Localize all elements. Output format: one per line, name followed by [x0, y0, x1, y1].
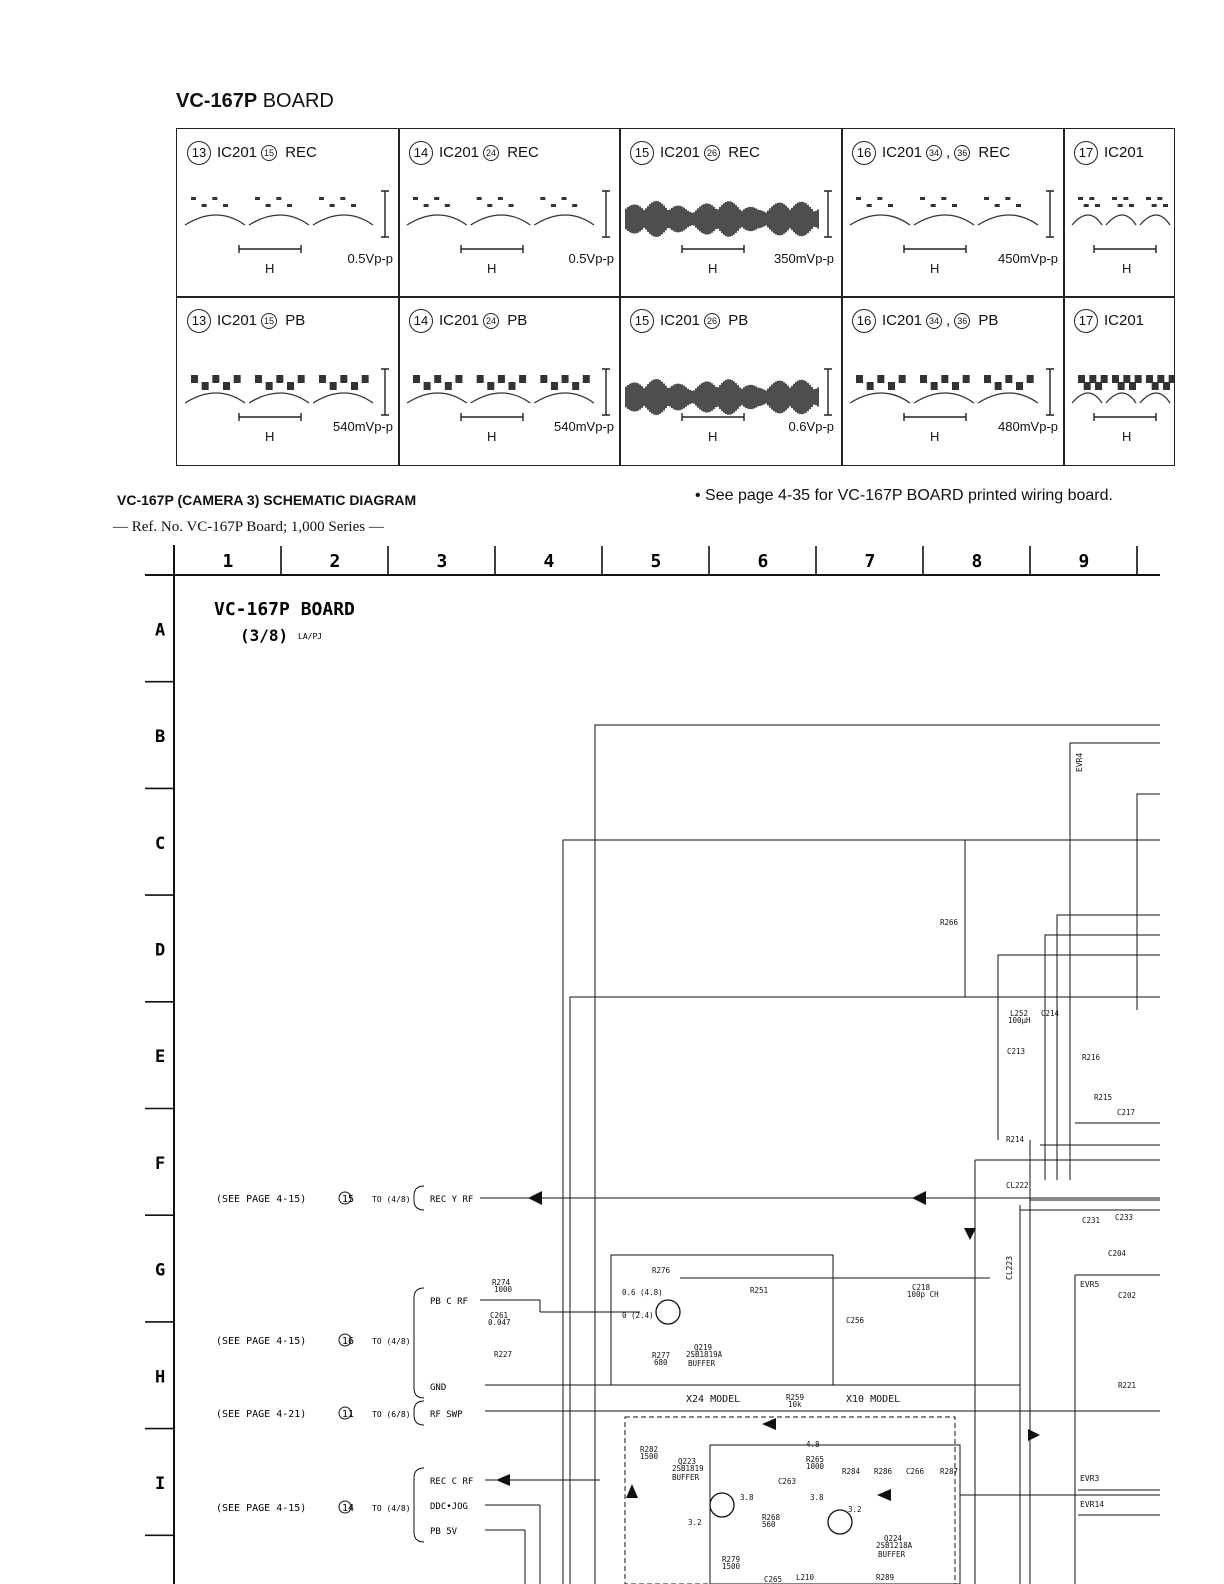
waveform-pin: 24 [483, 145, 499, 161]
label-r221: R221 [1118, 1381, 1137, 1390]
column-label: 4 [543, 551, 555, 572]
waveform-trace [842, 297, 1064, 465]
waveform-cell-rec-13 [176, 128, 400, 298]
signal-label: RF SWP [430, 1410, 463, 1420]
waveform-pin: 34 [926, 145, 942, 161]
waveform-pin2: 36 [954, 313, 970, 329]
waveform-amplitude: 0.6Vp-p [788, 419, 834, 434]
test-point-number: 15 [630, 309, 654, 333]
label-r274: R274 [492, 1278, 511, 1287]
voltage-q219-e: 0 (2.4) [622, 1311, 654, 1320]
label-evr14: EVR14 [1080, 1500, 1105, 1509]
label-r284: R284 [842, 1467, 861, 1476]
row-label: E [155, 1047, 166, 1068]
test-point-number: 16 [852, 141, 876, 165]
waveform-mode: PB [728, 311, 749, 329]
voltage-q223-e: 3.8 [740, 1493, 754, 1502]
test-point-number: 17 [1074, 309, 1098, 333]
label-evr4: EVR4 [1075, 752, 1084, 772]
waveform-ic: IC201 [217, 311, 258, 329]
waveform-ic: IC201 [1104, 143, 1145, 161]
label-r279: R279 [722, 1555, 741, 1564]
label-c261-value: 0.047 [488, 1318, 511, 1327]
test-point-number: 16 [852, 309, 876, 333]
label-r216: R216 [1082, 1053, 1101, 1062]
waveform-trace [620, 129, 842, 297]
waveform-amplitude: 0.5Vp-p [568, 251, 614, 266]
waveform-trace [177, 129, 399, 297]
waveform-trace [177, 297, 399, 465]
row-label: F [155, 1153, 166, 1174]
label-q224: Q224 [884, 1534, 903, 1543]
label-q223: Q223 [678, 1457, 697, 1466]
schematic-diagram [0, 540, 1224, 1584]
waveform-cell-pb-17 [1063, 296, 1175, 466]
label-c217: C217 [1117, 1108, 1136, 1117]
waveform-cell-rec-17 [1063, 128, 1175, 298]
label-q224-buffer: BUFFER [878, 1550, 906, 1559]
waveform-label: 16 IC201 34 , 36 PB [852, 309, 998, 333]
waveform-cell-pb-15 [619, 296, 843, 466]
label-cl223: CL223 [1005, 1255, 1014, 1280]
label-c218: C218 [912, 1283, 931, 1292]
waveform-amplitude: 480mVp-p [998, 419, 1058, 434]
waveform-h-label: H [487, 261, 497, 276]
label-r276: R276 [652, 1266, 671, 1275]
voltage-q219-b: 0.6 (4.8) [622, 1288, 663, 1297]
waveform-trace [1064, 129, 1174, 297]
waveform-mode: REC [728, 143, 760, 161]
waveform-ic: IC201 [1104, 311, 1145, 329]
waveform-mode: REC [507, 143, 539, 161]
voltage-q224-b: 3.2 [848, 1505, 862, 1514]
waveform-h-label: H [930, 261, 940, 276]
waveform-amplitude: 0.5Vp-p [347, 251, 393, 266]
schematic-note: • See page 4-35 for VC-167P BOARD printed wiring board. [695, 487, 1113, 504]
column-label: 1 [222, 551, 234, 572]
board-label: VC-167P BOARD [214, 599, 355, 620]
schematic-title: VC-167P (CAMERA 3) SCHEMATIC DIAGRAM [117, 492, 417, 508]
label-r266: R266 [940, 918, 959, 927]
waveform-ic: IC201 [439, 311, 480, 329]
label-r277: R277 [652, 1351, 671, 1360]
label-r268: R268 [762, 1513, 781, 1522]
label-cl222: CL222 [1006, 1181, 1029, 1190]
label-q219-value: 2SB1819A [686, 1350, 723, 1359]
column-label: 8 [971, 551, 983, 572]
column-label: 3 [436, 551, 448, 572]
waveform-trace [1064, 297, 1174, 465]
signal-label: GND [430, 1383, 447, 1393]
waveform-cell-rec-15 [619, 128, 843, 298]
signal-label: REC C RF [430, 1477, 474, 1487]
label-c233: C233 [1115, 1213, 1134, 1222]
waveform-h-label: H [930, 429, 940, 444]
waveform-pin: 34 [926, 313, 942, 329]
label-q224-value: 2SB1218A [876, 1541, 913, 1550]
waveform-label: 16 IC201 34 , 36 REC [852, 141, 1010, 165]
label-r265: R265 [806, 1455, 825, 1464]
waveform-pin2: 36 [954, 145, 970, 161]
label-r286: R286 [874, 1467, 893, 1476]
waveform-cell-rec-14 [398, 128, 621, 298]
label-c202: C202 [1118, 1291, 1137, 1300]
label-r251: R251 [750, 1286, 769, 1295]
reference-number: 16 [342, 1336, 355, 1347]
column-label: 7 [864, 551, 876, 572]
label-r214: R214 [1006, 1135, 1025, 1144]
board-sub: (3/8) [240, 626, 289, 645]
see-page-reference: (SEE PAGE 4-15) [216, 1336, 307, 1347]
label-x24-model: X24 MODEL [686, 1394, 741, 1405]
waveform-ic: IC201 [217, 143, 258, 161]
waveform-amplitude: 350mVp-p [774, 251, 834, 266]
label-r268-value: 560 [762, 1520, 776, 1529]
label-x10-model: X10 MODEL [846, 1394, 901, 1405]
label-c214: C214 [1041, 1009, 1060, 1018]
test-point-number: 14 [409, 309, 433, 333]
waveform-h-label: H [487, 429, 497, 444]
label-r289: R289 [876, 1573, 895, 1582]
label-r227: R227 [494, 1350, 513, 1359]
label-r265-value: 1000 [806, 1462, 825, 1471]
label-r287: R287 [940, 1467, 959, 1476]
label-l252-value: 100µH [1008, 1016, 1031, 1025]
waveform-trace [399, 129, 620, 297]
column-label: 2 [329, 551, 341, 572]
waveform-table [176, 128, 1160, 464]
to-board-reference: TO (4/8) [372, 1504, 411, 1513]
waveform-trace [620, 297, 842, 465]
waveform-h-label: H [1122, 261, 1132, 276]
label-r259: R259 [786, 1393, 805, 1402]
reference-number: 11 [342, 1409, 355, 1420]
label-l252: L252 [1010, 1009, 1029, 1018]
waveform-pin: 24 [483, 313, 499, 329]
voltage-q224-e: 3.8 [810, 1493, 824, 1502]
to-board-reference: TO (4/8) [372, 1337, 411, 1346]
reference-number: 15 [342, 1194, 355, 1205]
waveform-h-label: H [708, 261, 718, 276]
waveform-pin: 15 [261, 145, 277, 161]
label-evr3: EVR3 [1080, 1474, 1100, 1483]
waveform-h-label: H [265, 429, 275, 444]
test-point-number: 14 [409, 141, 433, 165]
see-page-reference: (SEE PAGE 4-15) [216, 1194, 307, 1205]
label-c261: C261 [490, 1311, 509, 1320]
test-point-number: 13 [187, 309, 211, 333]
label-r215: R215 [1094, 1093, 1113, 1102]
label-c266: C266 [906, 1467, 925, 1476]
label-c265: C265 [764, 1575, 783, 1584]
waveform-cell-pb-16 [841, 296, 1065, 466]
label-c231: C231 [1082, 1216, 1101, 1225]
see-page-reference: (SEE PAGE 4-21) [216, 1409, 307, 1420]
test-point-number: 15 [630, 141, 654, 165]
signal-label: PB 5V [430, 1527, 458, 1537]
label-r282-value: 1500 [640, 1452, 659, 1461]
label-q223-value: 2SB1819 [672, 1464, 704, 1473]
schematic-ref: — Ref. No. VC-167P Board; 1,000 Series — [113, 519, 384, 535]
waveform-amplitude: 450mVp-p [998, 251, 1058, 266]
label-r277-value: 680 [654, 1358, 668, 1367]
label-q223-buffer: BUFFER [672, 1473, 700, 1482]
waveform-amplitude: 540mVp-p [554, 419, 614, 434]
row-label: D [155, 940, 166, 961]
waveform-mode: REC [978, 143, 1011, 161]
board-title: VC-167P BOARD [176, 90, 334, 112]
waveform-ic: IC201 [660, 143, 701, 161]
row-label: I [155, 1473, 166, 1494]
waveform-h-label: H [708, 429, 718, 444]
row-label: B [155, 727, 166, 748]
waveform-mode: PB [285, 311, 306, 329]
column-label: 6 [757, 551, 769, 572]
test-point-number: 17 [1074, 141, 1098, 165]
row-label: H [155, 1367, 166, 1388]
waveform-mode: REC [285, 143, 317, 161]
waveform-ic: IC201 [439, 143, 480, 161]
label-r259-value: 10k [788, 1400, 802, 1409]
waveform-pin: 26 [704, 313, 720, 329]
row-label: C [155, 833, 166, 854]
label-c218-value: 100p CH [907, 1290, 939, 1299]
waveform-pin: 26 [704, 145, 720, 161]
waveform-h-label: H [1122, 429, 1132, 444]
label-r282: R282 [640, 1445, 659, 1454]
label-r274-value: 1000 [494, 1285, 513, 1294]
to-board-reference: TO (4/8) [372, 1195, 411, 1204]
label-q219-buffer: BUFFER [688, 1359, 716, 1368]
reference-number: 14 [342, 1503, 355, 1514]
waveform-amplitude: 540mVp-p [333, 419, 393, 434]
waveform-trace [842, 129, 1064, 297]
waveform-ic: IC201 [882, 143, 923, 161]
waveform-mode: PB [507, 311, 528, 329]
test-point-number: 13 [187, 141, 211, 165]
row-label: G [155, 1260, 166, 1281]
board-sub2: LA/PJ [298, 632, 323, 641]
waveform-pin: 15 [261, 313, 277, 329]
label-c263: C263 [778, 1477, 797, 1486]
waveform-mode: PB [978, 311, 999, 329]
waveform-trace [399, 297, 620, 465]
label-c204: C204 [1108, 1249, 1127, 1258]
signal-label: DDC•JOG [430, 1502, 468, 1512]
label-c213: C213 [1007, 1047, 1026, 1056]
label-r279-value: 1500 [722, 1562, 741, 1571]
waveform-cell-pb-14 [398, 296, 621, 466]
waveform-h-label: H [265, 261, 275, 276]
waveform-ic: IC201 [882, 311, 923, 329]
waveform-cell-rec-16 [841, 128, 1065, 298]
label-q219: Q219 [694, 1343, 713, 1352]
waveform-cell-pb-13 [176, 296, 400, 466]
voltage-node-48: 4.8 [806, 1440, 820, 1449]
label-l210: L210 [796, 1573, 815, 1582]
see-page-reference: (SEE PAGE 4-15) [216, 1503, 307, 1514]
to-board-reference: TO (6/8) [372, 1410, 411, 1419]
label-evr5: EVR5 [1080, 1280, 1100, 1289]
label-c256: C256 [846, 1316, 865, 1325]
signal-label: PB C RF [430, 1297, 468, 1307]
signal-label: REC Y RF [430, 1195, 474, 1205]
row-label: A [155, 620, 166, 641]
waveform-ic: IC201 [660, 311, 701, 329]
column-label: 9 [1078, 551, 1090, 572]
column-label: 5 [650, 551, 662, 572]
voltage-q223-b: 3.2 [688, 1518, 702, 1527]
